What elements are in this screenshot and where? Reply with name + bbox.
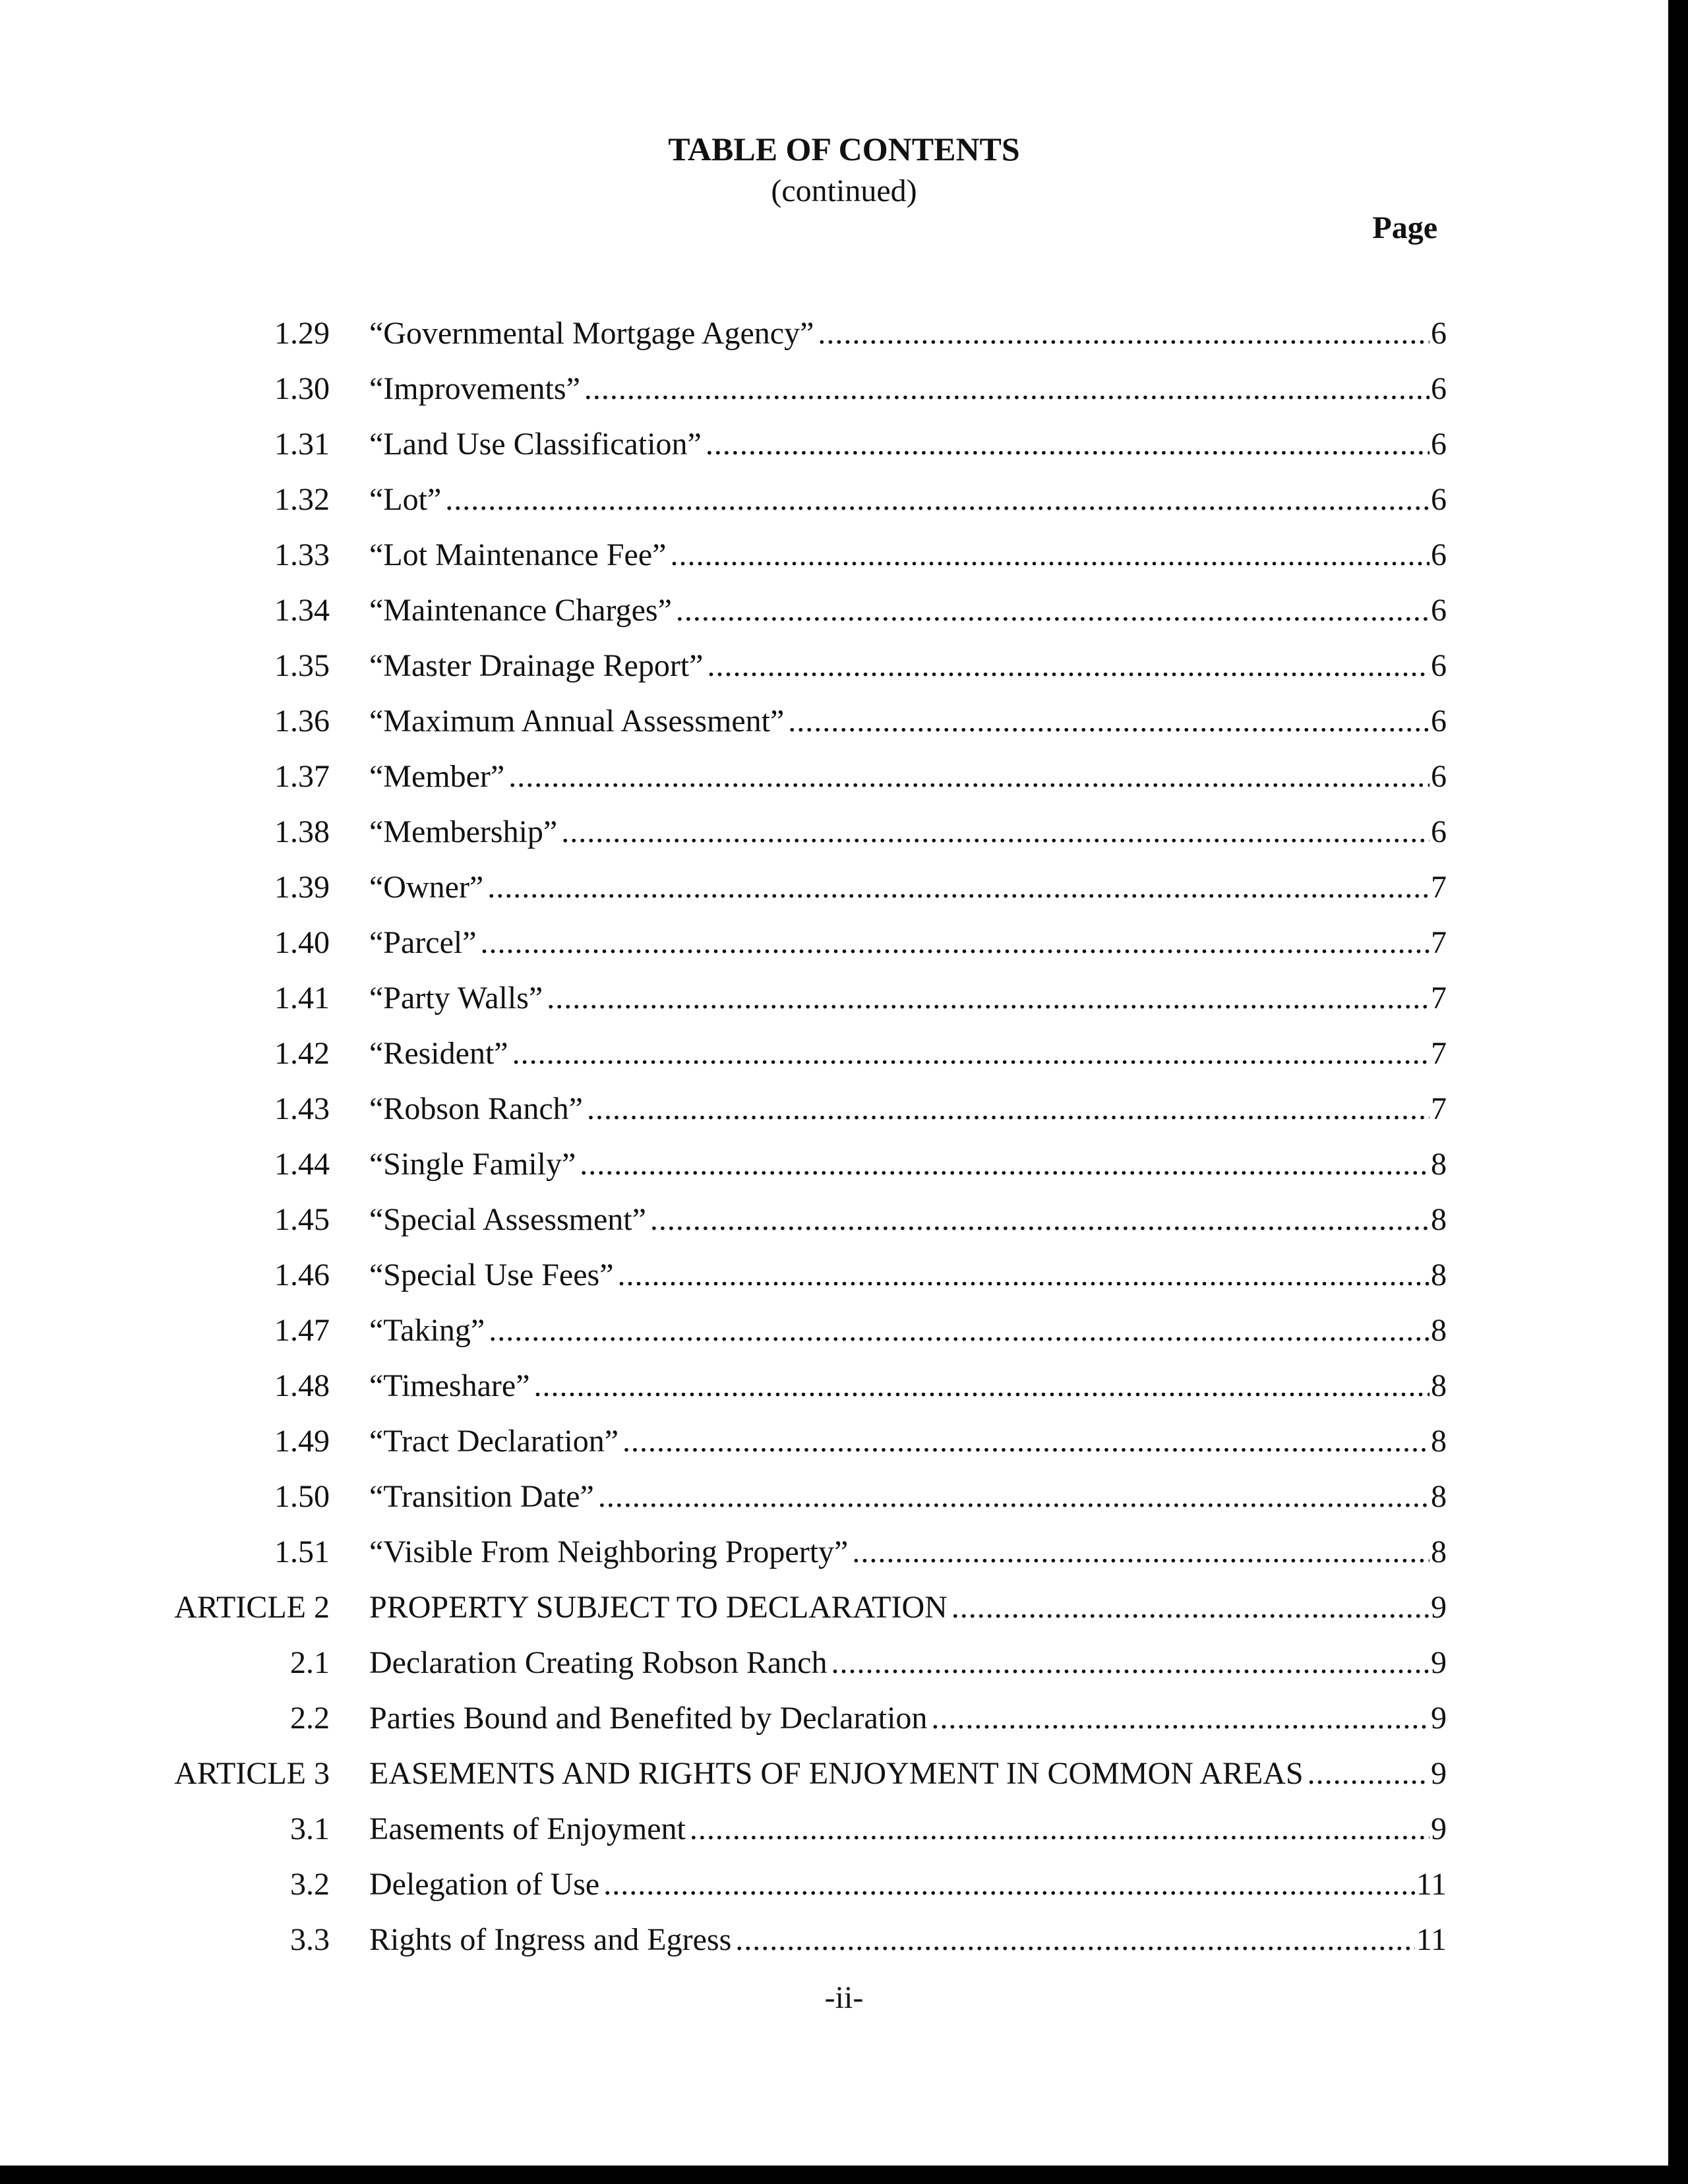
dot-leader	[618, 1254, 1430, 1296]
toc-entry-line	[369, 866, 1447, 909]
toc-entry	[0, 1254, 1688, 1310]
toc-entry-label: “Transition Date”	[369, 1479, 594, 1514]
toc-entry-label: Declaration Creating Robson Ranch	[369, 1645, 828, 1680]
toc-entry-number: 1.41	[274, 981, 330, 1016]
page-title: TABLE OF CONTENTS	[668, 131, 1020, 167]
toc-entry-line	[369, 1365, 1447, 1407]
toc-entry-label: “Governmental Mortgage Agency”	[369, 316, 814, 351]
toc-entry	[0, 1864, 1688, 1919]
toc-entry-number: 1.34	[274, 593, 330, 628]
dot-leader	[489, 1310, 1430, 1352]
page-number: -ii-	[824, 1980, 864, 2015]
toc-entry-page: 11	[1416, 1922, 1447, 1957]
toc-entry-page: 6	[1431, 371, 1447, 406]
toc-entry-page: 6	[1431, 316, 1447, 351]
toc-entry-number: 1.33	[274, 537, 330, 572]
toc-entry-line	[369, 645, 1447, 687]
toc-entry-line	[369, 313, 1447, 355]
toc-entry-page: 7	[1431, 1036, 1447, 1071]
toc-entry-label: “Single Family”	[369, 1147, 576, 1182]
toc-entry	[0, 313, 1688, 368]
dot-leader	[951, 1587, 1430, 1629]
toc-entry-label: EASEMENTS AND RIGHTS OF ENJOYMENT IN COMMON AREAS	[369, 1756, 1304, 1791]
dot-leader	[852, 1531, 1430, 1573]
toc-entry-number: 1.48	[274, 1368, 330, 1403]
toc-entry-number: 1.44	[274, 1147, 330, 1182]
toc-entry-label: “Lot Maintenance Fee”	[369, 537, 667, 572]
toc-entry-line	[369, 1753, 1447, 1795]
toc-entry-page: 8	[1431, 1258, 1447, 1292]
toc-entry-label: “Land Use Classification”	[369, 427, 702, 462]
toc-entry-page: 7	[1431, 981, 1447, 1016]
toc-entry-label: “Maintenance Charges”	[369, 593, 672, 628]
toc-entry	[0, 1420, 1688, 1476]
dot-leader	[508, 756, 1430, 798]
toc-entry	[0, 1199, 1688, 1254]
dot-leader	[561, 811, 1430, 853]
toc-entry-line	[369, 1864, 1447, 1906]
toc-entry-label: “Member”	[369, 759, 505, 794]
toc-entry-label: “Improvements”	[369, 371, 580, 406]
toc-entry	[0, 922, 1688, 977]
toc-entry-number: 1.38	[274, 814, 330, 849]
dot-leader	[706, 423, 1430, 466]
toc-entry-label: “Timeshare”	[369, 1368, 530, 1403]
toc-entry	[0, 756, 1688, 811]
toc-entry-page: 7	[1431, 870, 1447, 905]
toc-entry-number: 3.2	[290, 1867, 330, 1902]
toc-entry-line	[369, 1199, 1447, 1241]
toc-entry-label: “Tract Declaration”	[369, 1424, 619, 1459]
toc-entry-line	[369, 479, 1447, 521]
toc-entry-page: 6	[1431, 537, 1447, 572]
toc-entry-label: “Parcel”	[369, 925, 477, 960]
toc-entry-number: 1.32	[274, 482, 330, 517]
dot-leader	[622, 1420, 1430, 1463]
toc-entry-label: Parties Bound and Benefited by Declaration	[369, 1701, 928, 1736]
toc-entry	[0, 1808, 1688, 1864]
toc-entry	[0, 1310, 1688, 1365]
toc-entry-label: “Membership”	[369, 814, 558, 849]
toc-entry	[0, 1697, 1688, 1753]
toc-entry-number: 1.40	[274, 925, 330, 960]
toc-entry-page: 9	[1431, 1701, 1447, 1736]
toc-entry-page: 8	[1431, 1147, 1447, 1182]
toc-entry-page: 6	[1431, 704, 1447, 739]
toc-entry-number: 3.1	[290, 1811, 330, 1846]
page-subtitle: (continued)	[771, 173, 917, 208]
toc-entry-page: 6	[1431, 648, 1447, 683]
dot-leader	[580, 1143, 1430, 1186]
toc-entry-line	[369, 1088, 1447, 1130]
toc-entry-number: 1.31	[274, 427, 330, 462]
toc-entry-line	[369, 1642, 1447, 1684]
dot-leader	[931, 1697, 1430, 1740]
dot-leader	[603, 1864, 1415, 1906]
toc-entry	[0, 1642, 1688, 1697]
toc-entry-page: 9	[1431, 1645, 1447, 1680]
dot-leader	[547, 977, 1430, 1019]
toc-entry-number: 1.43	[274, 1091, 330, 1126]
toc-entry	[0, 479, 1688, 534]
toc-entry-label: “Taking”	[369, 1313, 485, 1348]
toc-entry	[0, 368, 1688, 423]
dot-leader	[512, 1033, 1430, 1075]
toc-entry-line	[369, 1531, 1447, 1573]
toc-entry-page: 6	[1431, 427, 1447, 462]
toc-entry-number: ARTICLE 2	[174, 1590, 330, 1625]
toc-entry-line	[369, 1808, 1447, 1850]
toc-entry-number: 1.29	[274, 316, 330, 351]
toc-entry-line	[369, 1254, 1447, 1296]
toc-entry	[0, 700, 1688, 756]
toc-entry-line	[369, 700, 1447, 743]
toc-entry	[0, 423, 1688, 479]
toc-entry-page: 6	[1431, 482, 1447, 517]
toc-entry-label: PROPERTY SUBJECT TO DECLARATION	[369, 1590, 948, 1625]
dot-leader	[670, 534, 1430, 576]
dot-leader	[690, 1808, 1430, 1850]
toc-entry-line	[369, 1919, 1447, 1961]
toc-entry-number: 1.37	[274, 759, 330, 794]
toc-entry-page: 7	[1431, 1091, 1447, 1126]
toc-entry	[0, 866, 1688, 922]
toc-entry-line	[369, 1420, 1447, 1463]
toc-entry-label: Rights of Ingress and Egress	[369, 1922, 732, 1957]
dot-leader	[818, 313, 1430, 355]
dot-leader	[598, 1476, 1430, 1518]
dot-leader	[587, 1088, 1430, 1130]
toc-entry-page: 6	[1431, 814, 1447, 849]
toc-entry-line	[369, 1143, 1447, 1186]
dot-leader	[676, 590, 1430, 632]
toc-entry-page: 11	[1416, 1867, 1447, 1902]
toc-entry-number: 1.30	[274, 371, 330, 406]
toc-entry	[0, 1753, 1688, 1808]
toc-entry	[0, 811, 1688, 866]
toc-entry-label: “Master Drainage Report”	[369, 648, 704, 683]
toc-entry-number: 1.50	[274, 1479, 330, 1514]
toc-entry-label: Easements of Enjoyment	[369, 1811, 686, 1846]
toc-entry-page: 8	[1431, 1368, 1447, 1403]
toc-entry	[0, 590, 1688, 645]
toc-entry-label: “Visible From Neighboring Property”	[369, 1534, 849, 1569]
dot-leader	[584, 368, 1430, 410]
toc-entry-page: 9	[1431, 1811, 1447, 1846]
toc-entry-line	[369, 1697, 1447, 1740]
toc-entry-line	[369, 977, 1447, 1019]
toc-entry-number: 1.42	[274, 1036, 330, 1071]
toc-entry-label: “Special Assessment”	[369, 1202, 646, 1237]
dot-leader	[831, 1642, 1430, 1684]
toc-entry-label: “Special Use Fees”	[369, 1258, 614, 1292]
toc-entry-label: “Resident”	[369, 1036, 508, 1071]
toc-entry-page: 9	[1431, 1590, 1447, 1625]
toc-entry-label: “Lot”	[369, 482, 442, 517]
toc-entry-line	[369, 534, 1447, 576]
toc-entry-number: 1.45	[274, 1202, 330, 1237]
dot-leader	[735, 1919, 1415, 1961]
dot-leader	[650, 1199, 1430, 1241]
toc-entry-number: 1.46	[274, 1258, 330, 1292]
toc-entry-line	[369, 590, 1447, 632]
toc-entry-page: 6	[1431, 593, 1447, 628]
toc-entry-label: Delegation of Use	[369, 1867, 600, 1902]
dot-leader	[788, 700, 1430, 743]
toc-entry-number: 2.2	[290, 1701, 330, 1736]
page-column-label: Page	[1372, 210, 1437, 245]
toc-entry-number: 2.1	[290, 1645, 330, 1680]
toc-entry-label: “Maximum Annual Assessment”	[369, 704, 785, 739]
toc-entry	[0, 1919, 1688, 1974]
toc-entry-page: 6	[1431, 759, 1447, 794]
toc-entry-number: 1.47	[274, 1313, 330, 1348]
toc-entry	[0, 534, 1688, 590]
toc-entry	[0, 1088, 1688, 1143]
toc-entry-label: “Owner”	[369, 870, 484, 905]
toc-entry-label: “Robson Ranch”	[369, 1091, 583, 1126]
toc-entry-line	[369, 756, 1447, 798]
toc-entry-page: 7	[1431, 925, 1447, 960]
dot-leader	[707, 645, 1430, 687]
dot-leader	[481, 922, 1430, 964]
toc-entry-number: 3.3	[290, 1922, 330, 1957]
toc-entry-line	[369, 1587, 1447, 1629]
toc-entry	[0, 645, 1688, 700]
toc-entry-line	[369, 423, 1447, 466]
page-border-bottom	[0, 2166, 1688, 2184]
dot-leader	[1308, 1753, 1430, 1795]
toc-entry-number: 1.49	[274, 1424, 330, 1459]
toc-entry	[0, 1365, 1688, 1420]
toc-entry-number: 1.36	[274, 704, 330, 739]
toc-entry-line	[369, 811, 1447, 853]
toc-entry-line	[369, 922, 1447, 964]
toc-entry-page: 8	[1431, 1479, 1447, 1514]
dot-leader	[445, 479, 1430, 521]
toc-entry	[0, 1587, 1688, 1642]
dot-leader	[534, 1365, 1430, 1407]
toc-entry-number: ARTICLE 3	[174, 1756, 330, 1791]
toc-entry-page: 8	[1431, 1202, 1447, 1237]
toc-entry	[0, 1476, 1688, 1531]
toc-entry-page: 9	[1431, 1756, 1447, 1791]
toc-entry-line	[369, 1033, 1447, 1075]
toc-entry-line	[369, 368, 1447, 410]
toc-entry-page: 8	[1431, 1534, 1447, 1569]
toc-entry-line	[369, 1310, 1447, 1352]
toc-entry	[0, 1143, 1688, 1199]
toc-entry	[0, 977, 1688, 1033]
toc-entry-number: 1.51	[274, 1534, 330, 1569]
toc-entry	[0, 1033, 1688, 1088]
toc-entry	[0, 1531, 1688, 1587]
dot-leader	[487, 866, 1430, 909]
toc-entry-number: 1.35	[274, 648, 330, 683]
toc-entry-label: “Party Walls”	[369, 981, 543, 1016]
toc-entry-page: 8	[1431, 1313, 1447, 1348]
toc-entry-number: 1.39	[274, 870, 330, 905]
toc-entry-line	[369, 1476, 1447, 1518]
toc-entry-page: 8	[1431, 1424, 1447, 1459]
